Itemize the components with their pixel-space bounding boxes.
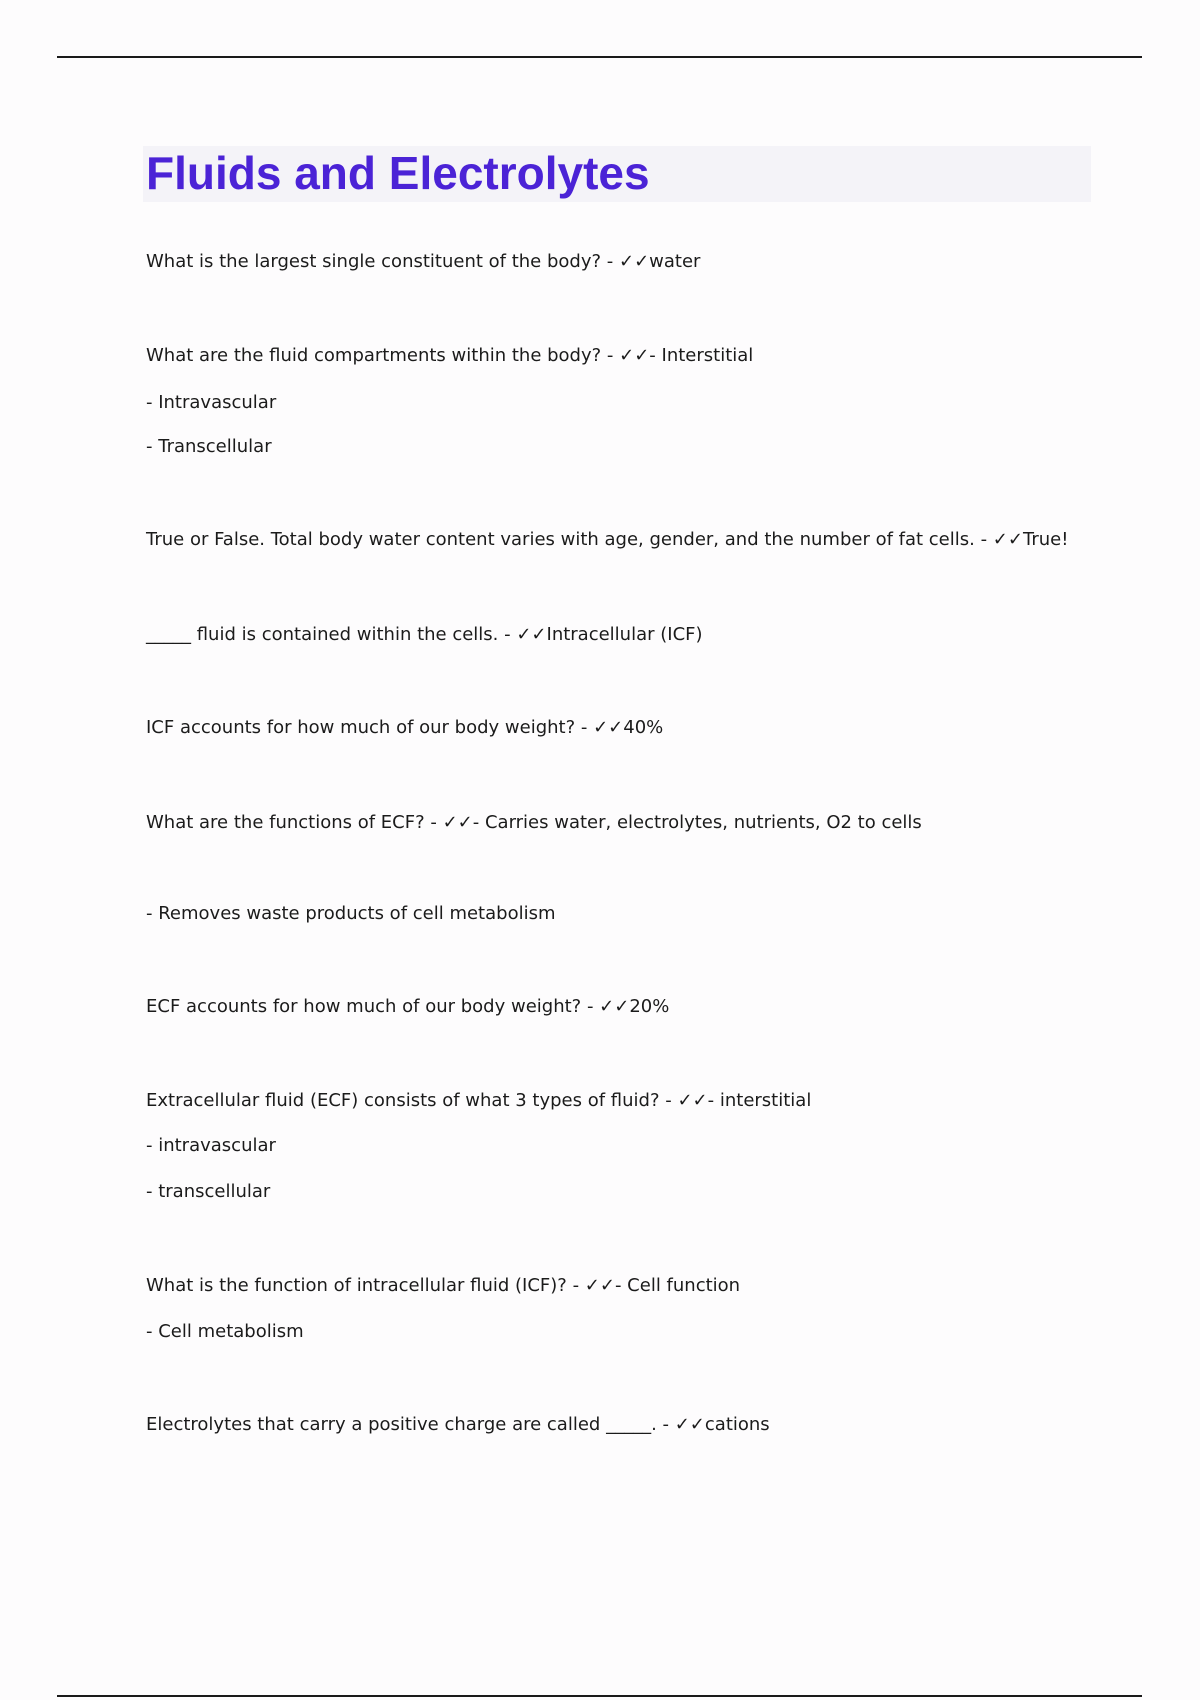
qa-line-1: What is the largest single constituent of the body? - ✓✓water: [146, 251, 701, 272]
qa-line-7: ICF accounts for how much of our body weight? - ✓✓40%: [146, 717, 664, 738]
qa-line-9: - Removes waste products of cell metabolism: [146, 903, 556, 924]
qa-line-13: - transcellular: [146, 1181, 271, 1202]
qa-line-16: Electrolytes that carry a positive charge are called _____. - ✓✓cations: [146, 1414, 770, 1435]
qa-line-15: - Cell metabolism: [146, 1321, 304, 1342]
qa-line-6: _____ fluid is contained within the cells. - ✓✓Intracellular (ICF): [146, 624, 703, 645]
qa-line-8: What are the functions of ECF? - ✓✓- Carries water, electrolytes, nutrients, O2 to cells: [146, 812, 922, 833]
header-rule: [57, 56, 1142, 58]
qa-line-5: True or False. Total body water content varies with age, gender, and the number of fat cells. - ✓✓True!: [146, 529, 1069, 550]
footer-rule: [57, 1695, 1142, 1697]
qa-line-10: ECF accounts for how much of our body weight? - ✓✓20%: [146, 996, 670, 1017]
qa-line-11: Extracellular fluid (ECF) consists of what 3 types of fluid? - ✓✓- interstitial: [146, 1090, 812, 1111]
document-title: Fluids and Electrolytes: [146, 147, 650, 199]
qa-line-3: - Intravascular: [146, 392, 277, 413]
qa-line-2: What are the fluid compartments within the body? - ✓✓- Interstitial: [146, 345, 754, 366]
qa-line-14: What is the function of intracellular fluid (ICF)? - ✓✓- Cell function: [146, 1275, 741, 1296]
qa-line-4: - Transcellular: [146, 436, 272, 457]
qa-line-12: - intravascular: [146, 1135, 276, 1156]
